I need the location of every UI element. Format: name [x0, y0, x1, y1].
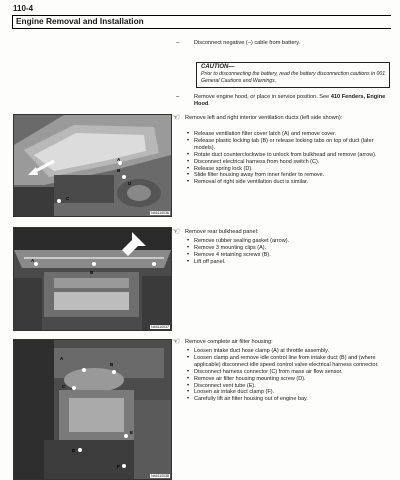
list-item: • Loosen clamp and remove idle control line from intake duct (B) and (where applicable) disconnect idle speed control valve electrical harness connector.: [187, 355, 387, 369]
label-d: D: [128, 181, 132, 186]
list-item: • Rotate duct counterclockwise to unlock from bulkhead and remove (arrow).: [187, 152, 387, 159]
section1-intro: Remove left and right interior ventilation ducts (left side shown):: [185, 115, 343, 121]
label-d: D: [72, 448, 76, 453]
section-title-bar: [12, 15, 391, 29]
photo-ventilation-ducts: [13, 114, 172, 217]
page-title: Engine Removal and Installation: [16, 16, 144, 26]
list-item: • Slide filter housing away from inner fender to remove.: [187, 172, 387, 179]
section2-intro: Remove rear bulkhead panel:: [185, 229, 259, 235]
list-item: • Carefully lift air filter housing out of engine bay.: [187, 396, 387, 403]
remove-hood-text: Remove engine hood, or place in service position. See: [194, 94, 331, 100]
label-c: C: [62, 384, 66, 389]
list-item: • Loosen intake duct hose clamp (A) at throttle assembly.: [187, 348, 387, 355]
list-item: • Release plastic locking tab (B) or release locking tabs on top of duct (later models).: [187, 138, 387, 152]
list-item: • Loosen air intake duct clamp (F).: [187, 389, 387, 396]
caution-text: Prior to disconnecting the battery, read the battery disconnection cautions in 001 General Cautions and Warnings.: [201, 71, 386, 84]
label-c: C: [66, 196, 70, 201]
label-a: A: [60, 356, 64, 361]
step-dash: –: [176, 94, 180, 100]
left-pointing-hand-icon: ☜: [172, 336, 181, 346]
caution-box: [196, 62, 390, 88]
figure-id: N46110038: [151, 474, 169, 478]
list-item: • Lift off panel.: [187, 259, 387, 266]
label-b: B: [117, 168, 121, 173]
page-number: 110-4: [13, 4, 34, 13]
left-pointing-hand-icon: ☜: [172, 226, 181, 236]
section2-bullets: [187, 238, 387, 266]
list-item: • Remove 3 mounting clips (A).: [187, 245, 387, 252]
list-item: • Release ventilation filter cover latch (A) and remove cover.: [187, 131, 387, 138]
list-item: • Disconnect electrical harness from hood switch (C).: [187, 159, 387, 166]
step-disconnect-battery: Disconnect negative (–) cable from battery.: [194, 40, 301, 46]
section1-bullets: [187, 131, 387, 186]
label-b: B: [90, 270, 94, 275]
remove-hood-ref: 410 Fenders, Engine Hood: [194, 94, 386, 107]
caution-heading: CAUTION—: [201, 64, 235, 70]
figure-id: N46110037: [151, 325, 169, 329]
left-pointing-hand-icon: ☜: [172, 112, 181, 122]
label-a: A: [31, 258, 35, 263]
section3-intro: Remove complete air filter housing:: [185, 339, 273, 345]
step-remove-hood: [194, 94, 388, 108]
label-b: B: [110, 362, 114, 367]
list-item: • Remove 4 retaining screws (B).: [187, 252, 387, 259]
step-dash: –: [176, 40, 180, 46]
label-a: A: [117, 157, 121, 162]
list-item: • Release spring lock (D).: [187, 166, 387, 173]
photo-air-filter-housing: [13, 339, 172, 480]
list-item: • Removal of right side ventilation duct is similar.: [187, 179, 387, 186]
label-e: E: [130, 430, 134, 435]
list-item: • Remove air filter housing mounting screw (D).: [187, 376, 387, 383]
remove-hood-post: .: [208, 101, 210, 107]
section3-bullets: [187, 348, 387, 403]
list-item: • Disconnect vent tube (E).: [187, 383, 387, 390]
figure-id: N46110036: [151, 211, 169, 215]
photo-bulkhead-panel: [13, 227, 172, 331]
label-f: F: [117, 464, 120, 469]
list-item: • Disconnect harness connector (C) from mass air flow sensor.: [187, 369, 387, 376]
list-item: • Remove rubber sealing gasket (arrow).: [187, 238, 387, 245]
